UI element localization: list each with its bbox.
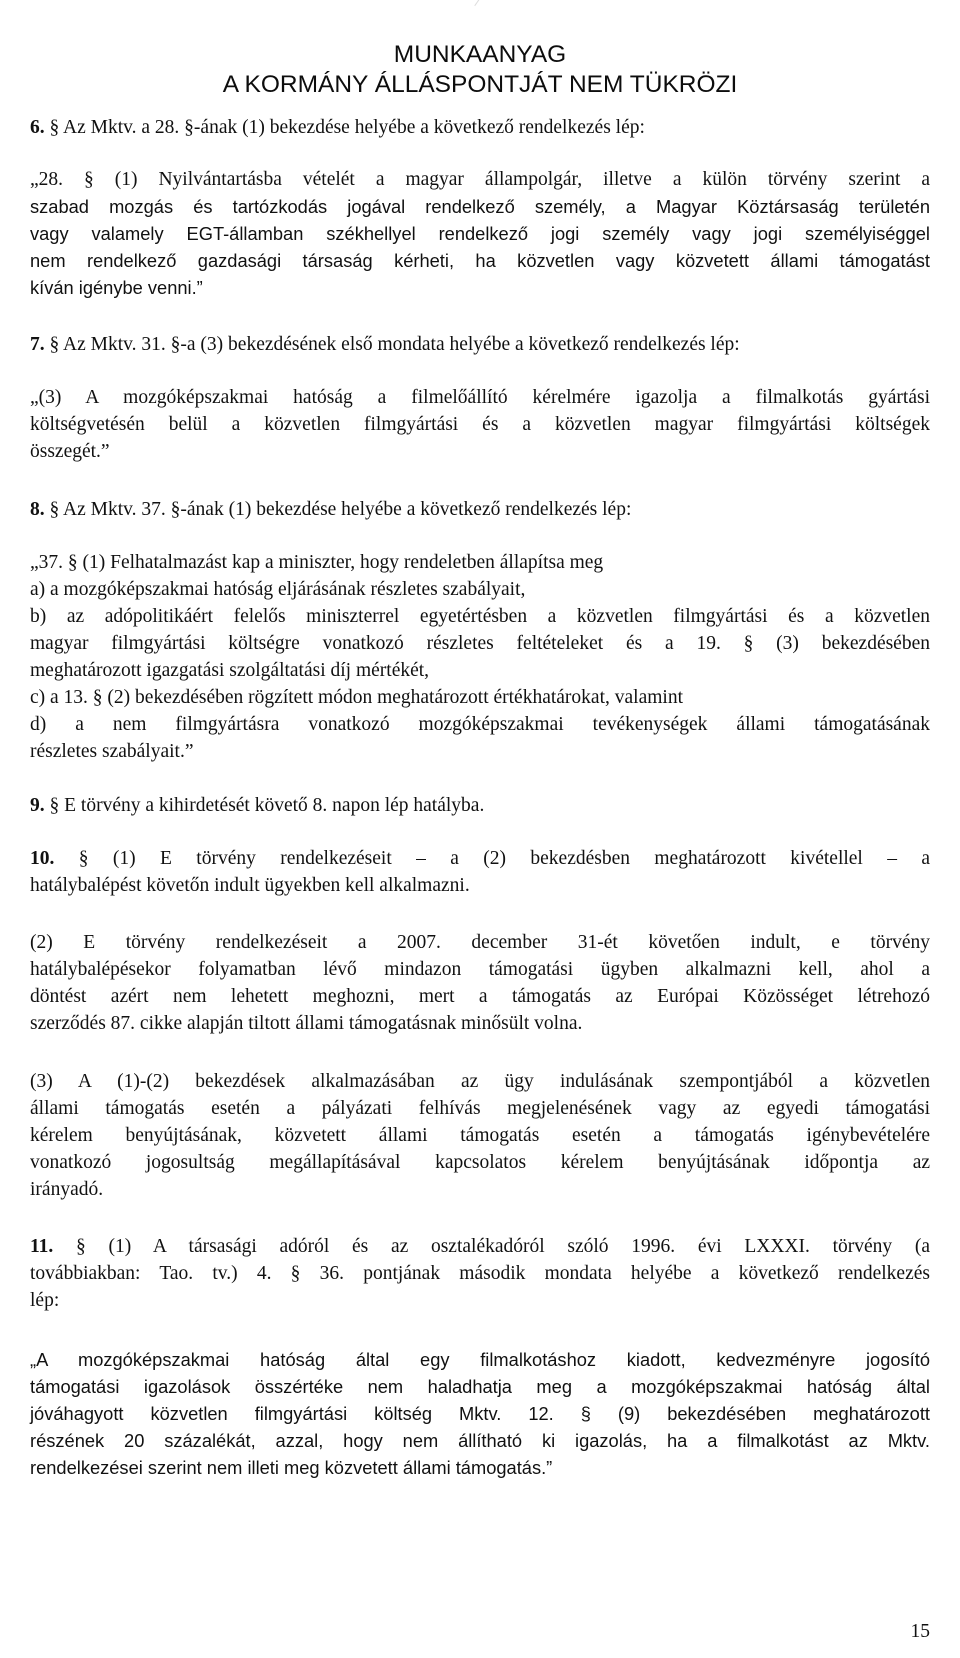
section-number: 8. [30,499,45,520]
text-line: lép: [30,1290,60,1311]
text-line: hatálybalépést követőn indult ügyekben kell alkalmazni. [30,875,470,896]
text-line: a) a mozgóképszakmai hatóság eljárásának részletes szabályait, [30,579,526,600]
text-line: összegét.” [30,441,110,462]
text-line: állami támogatás esetén a pályázati felhívás megjelenésének vagy az egyedi támogatási [30,1098,930,1119]
section-number: 11. [30,1236,54,1257]
section-text: § Az Mktv. 31. §-a (3) bekezdésének első mondata helyébe a következő rendelkezés lép: [49,334,740,355]
section-number: 9. [30,795,45,816]
paragraph-31 [30,384,930,465]
text-line: hatálybalépésekor folyamatban lévő mindazon támogatási ügyben alkalmazni kell, ahol a [30,959,930,980]
text-line: „28. § (1) Nyilvántartásba vételét a magyar állampolgár, illetve a külön törvény szerint a [30,169,930,190]
section-8 [30,496,930,523]
text-line: támogatási igazolások összértéke nem haladhatja meg a mozgóképszakmai hatóság által [30,1376,930,1397]
watermark-header [0,40,960,100]
text-line: költségvetésén belül a közvetlen filmgyártási és a közvetlen magyar filmgyártási költségek [30,414,930,435]
text-line: „A mozgóképszakmai hatóság által egy filmalkotáshoz kiadott, kedvezményre jogosító [30,1349,930,1370]
paragraph-28 [30,166,930,301]
section-9 [30,792,930,819]
scan-mark [474,0,479,6]
paragraph-11-quote [30,1346,930,1481]
header-line-2: A KORMÁNY ÁLLÁSPONTJÁT NEM TÜKRÖZI [222,71,738,98]
text-line: c) a 13. § (2) bekezdésében rögzített módon meghatározott értékhatárokat, valamint [30,687,683,708]
text-line: vonatkozó jogosultság megállapításával kapcsolatos kérelem benyújtásának időpontja az [30,1152,930,1173]
section-number: 7. [30,334,45,355]
section-10 [30,845,930,899]
section-number: 6. [30,117,45,138]
text-line: d) a nem filmgyártásra vonatkozó mozgóképszakmai tevékenységek állami támogatásának [30,714,930,735]
text-line: szabad mozgás és tartózkodás jogával rendelkező személy, a Magyar Köztársaság területén [30,196,930,217]
paragraph-37 [30,549,930,765]
text-line: döntést azért nem lehetett meghozni, mert a támogatás az Európai Közösséget létrehozó [30,986,930,1007]
text-line: vagy valamely EGT-államban székhellyel rendelkező jogi személy vagy jogi személyiséggel [30,223,930,244]
text-line: rendelkezései szerint nem illeti meg közvetett állami támogatás.” [30,1457,553,1478]
section-11 [30,1233,930,1314]
text-line: irányadó. [30,1179,104,1200]
text-line: szerződés 87. cikke alapján tiltott állami támogatásnak minősült volna. [30,1013,583,1034]
section-text: § (1) E törvény rendelkezéseit – a (2) bekezdésben meghatározott kivétellel – a [78,848,931,869]
section-text: § Az Mktv. a 28. §-ának (1) bekezdése helyébe a következő rendelkezés lép: [49,117,645,138]
paragraph-10-3 [30,1068,930,1203]
section-text: § Az Mktv. 37. §-ának (1) bekezdése helyébe a következő rendelkezés lép: [49,499,632,520]
text-line: kérelem benyújtásának, közvetett állami támogatás esetén a támogatás igénybevételére [30,1125,930,1146]
text-line: továbbiakban: Tao. tv.) 4. § 36. pontjának második mondata helyébe a következő rendelkezés [30,1263,930,1284]
paragraph-10-2 [30,929,930,1037]
text-line: „(3) A mozgóképszakmai hatóság a filmelőállító kérelmére igazolja a filmalkotás gyártási [30,387,930,408]
text-line: „37. § (1) Felhatalmazást kap a miniszter, hogy rendeletben állapítsa meg [30,552,604,573]
section-text: § E törvény a kihirdetését követő 8. napon lép hatályba. [49,795,485,816]
text-line: nem rendelkező gazdasági társaság kérheti, ha közvetlen vagy közvetett állami támogatást [30,250,930,271]
text-line: részének 20 százalékát, azzal, hogy nem állítható ki igazolás, ha a filmalkotást az Mktv. [30,1430,930,1451]
header-line-1: MUNKAANYAG [393,41,567,68]
section-number: 10. [30,848,55,869]
section-7 [30,331,930,358]
text-line: meghatározott igazgatási szolgáltatási díj mértékét, [30,660,430,681]
section-6 [30,114,930,141]
text-line: (3) A (1)-(2) bekezdések alkalmazásában az ügy indulásának szempontjából a közvetlen [30,1071,930,1092]
text-line: (2) E törvény rendelkezéseit a 2007. december 31-ét követően indult, e törvény [30,932,930,953]
page-number: 15 [910,1621,930,1642]
text-line: magyar filmgyártási költségre vonatkozó részletes feltételeket és a 19. § (3) bekezdésében [30,633,930,654]
section-text: § (1) A társasági adóról és az osztalékadóról szóló 1996. évi LXXXI. törvény (a [76,1236,931,1257]
text-line: jóváhagyott közvetlen filmgyártási költség Mktv. 12. § (9) bekezdésében meghatározott [30,1403,930,1424]
text-line: részletes szabályait.” [30,741,194,762]
text-line: kíván igénybe venni.” [30,277,203,298]
text-line: b) az adópolitikáért felelős miniszterrel egyetértésben a közvetlen filmgyártási és a közvetlen [30,606,930,627]
